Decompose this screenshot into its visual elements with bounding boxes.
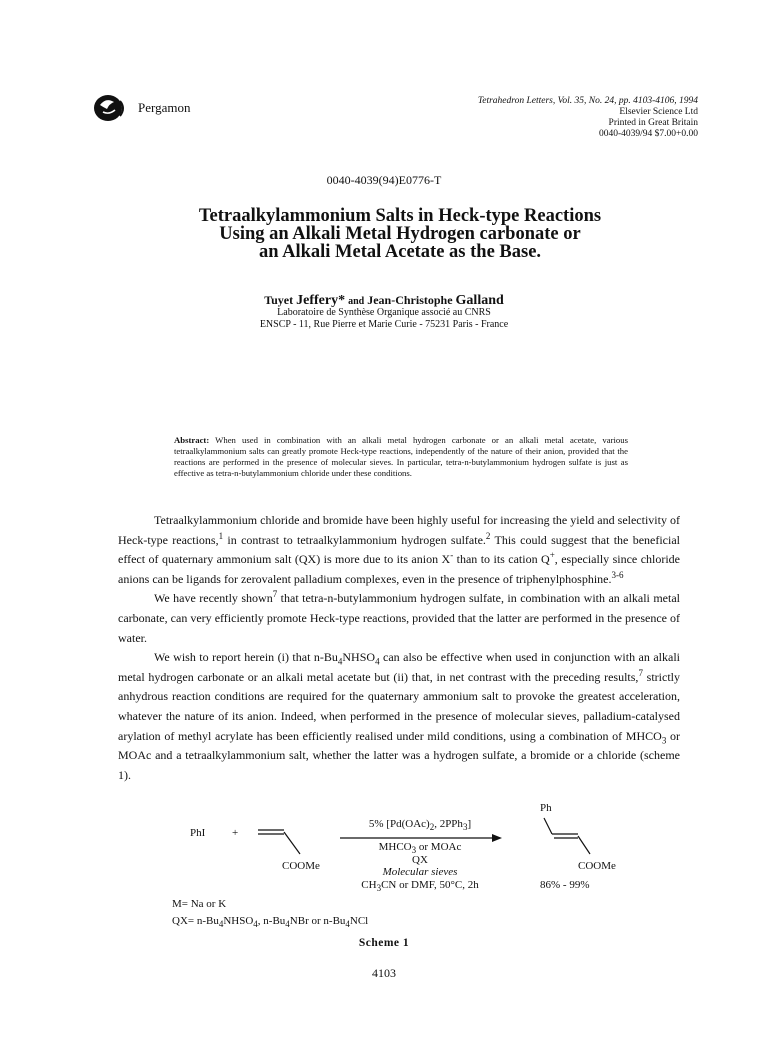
paragraph-3 — [118, 648, 680, 785]
p3-text-a: We wish to report herein (i) that n-Bu — [154, 650, 338, 665]
title-line-2: Using an Alkali Metal Hydrogen carbonate or — [219, 224, 581, 244]
journal-citation: Tetrahedron Letters, Vol. 35, No. 24, pp. 4103-4106, 1994 — [477, 96, 698, 106]
abstract — [174, 435, 628, 479]
p2-text-a: We have recently shown — [154, 591, 273, 606]
paragraph-1 — [118, 511, 680, 589]
anion-charge: - — [450, 550, 454, 561]
catalyst-sub-2: 3 — [462, 822, 468, 833]
ref-2: 2 — [485, 530, 491, 541]
p3-text-d: strictly anhydrous reaction conditions are required for the quaternary ammonium salt to provoke the greatest acceleration, whatever the nature of its anion. Indeed, when performed in the presence of molecular sieves, palladium-catalysed arylation of methyl acrylate has been efficiently realised under mild conditions, using a combination of MHCO — [118, 669, 680, 743]
base-a: MHCO — [378, 841, 412, 853]
solvent-sub: 3 — [376, 883, 382, 894]
journal-info — [478, 96, 698, 140]
metal-definition: M= Na or K — [172, 898, 227, 910]
affiliation-2: ENSCP - 11, Rue Pierre et Marie Curie - 75231 Paris - France — [259, 319, 509, 330]
p3-text-c: can also be effective when used in conjunction with an alkali metal hydrogen carbonate or an alkali metal acetate but (ii) that, in net contrast with the preceding results, — [118, 650, 680, 684]
p1-text-d: than to its cation Q — [453, 552, 550, 567]
yield-range: 86% - 99% — [540, 879, 590, 891]
p3-sub-1: 4 — [337, 656, 343, 667]
base-label — [340, 841, 500, 856]
qx-sub-3: 4 — [285, 919, 290, 930]
ref-7: 7 — [272, 589, 278, 600]
pergamon-logo-icon — [92, 93, 130, 123]
ref-3-6: 3-6 — [611, 569, 624, 580]
qx-d: NBr or n-Bu — [289, 915, 346, 927]
paper-title — [120, 207, 680, 261]
cation-charge: + — [549, 550, 555, 561]
doi: 0040-4039(94)E0776-T — [326, 173, 442, 187]
catalyst-label — [340, 818, 500, 833]
qx-e: NCl — [349, 915, 369, 927]
author-conjunction: and — [348, 296, 365, 307]
solvent-a: CH — [361, 879, 377, 891]
qx-c: , n-Bu — [257, 915, 286, 927]
reactant-phi: PhI — [190, 827, 206, 839]
solvent-label — [340, 879, 500, 894]
abstract-text: When used in combination with an alkali metal hydrogen carbonate or an alkali metal acetate, various tetraalkylammonium salts can greatly promote Heck-type reactions, independently of the nature of their anion, provided that the reactions are performed in the presence of molecular sieves. In particular, tetra-n-butylammonium hydrogen sulfate is just as effective as tetra-n-butylammonium chloride under these conditions. — [174, 435, 628, 478]
publisher-name: Pergamon — [138, 100, 191, 115]
ester-group-right: COOMe — [578, 860, 616, 872]
p3-sub-2: 4 — [375, 656, 380, 667]
qx-sub-4: 4 — [345, 919, 350, 930]
reaction-scheme — [0, 800, 768, 960]
author-1-first: Tuyet — [264, 293, 294, 307]
salt-label: QX — [412, 854, 428, 866]
base-b: or MOAc — [416, 841, 462, 853]
title-line-1: Tetraalkylammonium Salts in Heck-type Reactions — [198, 206, 602, 226]
ref-1: 1 — [218, 530, 224, 541]
abstract-label: Abstract: — [174, 435, 210, 445]
scheme-caption: Scheme 1 — [358, 937, 410, 949]
p3-sub-3: 3 — [661, 734, 667, 745]
p3-text-e: or MOAc and a tetraalkylammonium salt, whether the latter was a hydrogen sulfate, a bromide or a chloride (scheme 1). — [118, 728, 681, 782]
p1-text-b: in contrast to tetraalkylammonium hydrogen sulfate. — [223, 532, 486, 547]
sieves-label: Molecular sieves — [382, 866, 458, 878]
printed-line: Printed in Great Britain — [608, 118, 698, 128]
catalyst-c: ] — [467, 818, 472, 830]
p2-text-b: that tetra-n-butylammonium hydrogen sulfate, in combination with an alkali metal carbonate, can very efficiently promote Heck-type reactions, provided that the latter are performed in the presence of water. — [118, 591, 681, 645]
body-text — [118, 511, 680, 785]
author-2-last: Galland — [455, 293, 504, 308]
paragraph-2 — [118, 589, 680, 648]
base-sub: 3 — [411, 845, 417, 856]
solvent-b: CN or DMF, 50°C, 2h — [381, 879, 479, 891]
p1-text-a: Tetraalkylammonium chloride and bromide have been highly useful for increasing the yield and selectivity of Heck-type reactions, — [118, 513, 680, 547]
p3-text-b: NHSO — [342, 650, 376, 665]
affiliation-1: Laboratoire de Synthèse Organique associé au CNRS — [277, 307, 491, 318]
cinnamate-structure — [540, 816, 600, 862]
ester-group-left: COOMe — [282, 860, 320, 872]
qx-sub-1: 4 — [218, 919, 224, 930]
p1-text-e: , especially since chloride anions can be ligands for zerovalent palladium complexes, even in the presence of triphenylphosphine. — [118, 552, 681, 586]
catalyst-sub-1: 2 — [429, 822, 435, 833]
qx-sub-2: 4 — [253, 919, 258, 930]
author-2-first: Jean-Christophe — [367, 293, 453, 307]
salt-definition — [172, 915, 369, 930]
author-1-last: Jeffery* — [296, 293, 346, 308]
catalyst-a: 5% [Pd(OAc) — [368, 818, 430, 830]
ref-7-second: 7 — [638, 667, 643, 678]
qx-a: QX= n-Bu — [172, 915, 219, 927]
plus-sign: + — [232, 827, 239, 839]
qx-b: NHSO — [223, 915, 254, 927]
product-phenyl: Ph — [540, 802, 552, 814]
page-number: 4103 — [372, 966, 396, 980]
issn-line: 0040-4039/94 $7.00+0.00 — [598, 129, 698, 139]
catalyst-b: , 2PPh — [434, 818, 463, 830]
publisher-line: Elsevier Science Ltd — [619, 107, 698, 117]
title-line-3: an Alkali Metal Acetate as the Base. — [258, 242, 542, 262]
p1-text-c: This could suggest that the beneficial effect of quaternary ammonium salt (QX) is more due to its anion X — [118, 532, 681, 567]
